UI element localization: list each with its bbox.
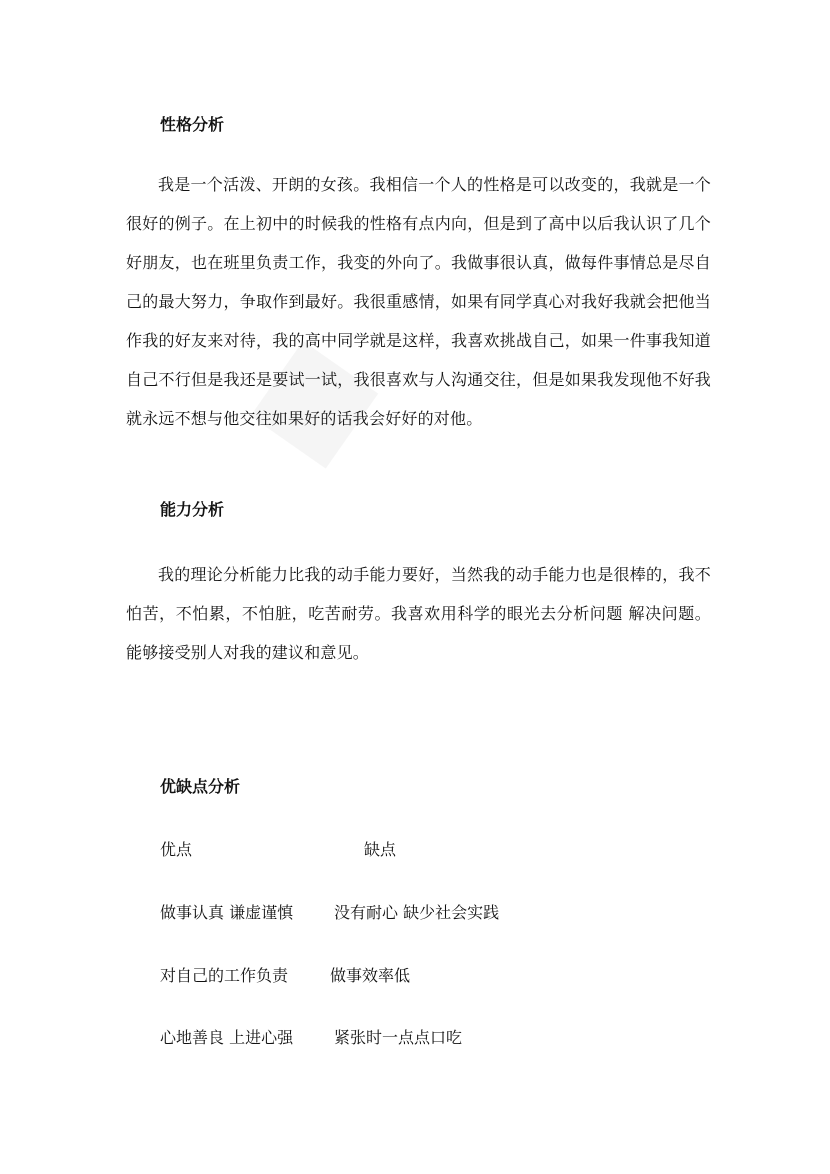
paragraph-ability: 我的理论分析能力比我的动手能力要好，当然我的动手能力也是很棒的，我不怕苦，不怕累，不怕脏，吃苦耐劳。我喜欢用科学的眼光去分析问题 解决问题。能够接受别人对我的建议和意见。 — [126, 565, 711, 662]
pros-item: 做事认真 谦虚谨慎 — [160, 903, 294, 922]
section-heading-pros-cons: 优缺点分析 — [160, 777, 241, 796]
cons-header: 缺点 — [364, 840, 397, 859]
section-heading-ability: 能力分析 — [160, 500, 225, 519]
section-heading-personality: 性格分析 — [160, 115, 225, 134]
cons-item: 没有耐心 缺少社会实践 — [334, 903, 500, 922]
paragraph-personality: 我是一个活泼、开朗的女孩。我相信一个人的性格是可以改变的，我就是一个很好的例子。在上初中的时候我的性格有点内向，但是到了高中以后我认识了几个好朋友，也在班里负责工作，我变的外向了。我做事很认真，做每件事情总是尽自己的最大努力，争取作到最好。我很重感情，如果有同学真心对我好我就会把他当作我的好友来对待，我的高中同学就是这样，我喜欢挑战自己，如果一件事我知道自己不行但是我还是要试一试，我很喜欢与人沟通交往，但是如果我发现他不好我就永远不想与他交往如果好的话我会好好的对他。 — [126, 175, 711, 428]
cons-item: 做事效率低 — [330, 966, 411, 985]
pros-header: 优点 — [160, 840, 193, 859]
pros-item: 心地善良 上进心强 — [160, 1028, 294, 1047]
pros-item: 对自己的工作负责 — [160, 966, 289, 985]
cons-item: 紧张时一点点口吃 — [334, 1028, 463, 1047]
